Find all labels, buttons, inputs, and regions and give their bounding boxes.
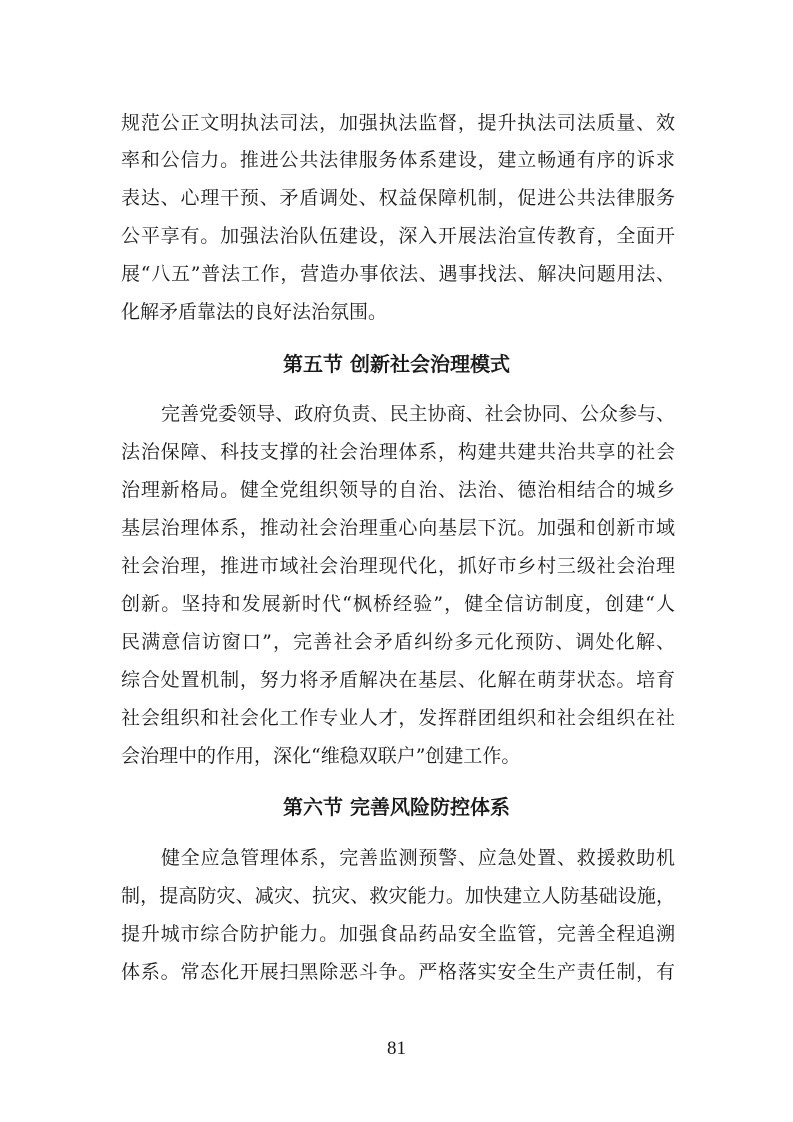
paragraph-2-line-2: 法治保障、科技支撑的社会治理体系，构建共建共治共享的社会 [121, 441, 675, 463]
paragraph-2-line-8: 综合处置机制，努力将矛盾解决在基层、化解在萌芽状态。培育 [121, 669, 675, 691]
paragraph-2-line-7: 民满意信访窗口”，完善社会矛盾纠纷多元化预防、调处化解、 [121, 631, 675, 653]
paragraph-3-line-4: 体系。常态化开展扫黑除恶斗争。严格落实安全生产责任制，有 [121, 961, 675, 983]
section-heading-5: 第五节 创新社会治理模式 [283, 352, 510, 376]
section-heading-6: 第六节 完善风险防控体系 [283, 795, 510, 819]
paragraph-2-line-10: 会治理中的作用，深化“维稳双联户”创建工作。 [121, 745, 521, 767]
paragraph-2-line-5: 社会治理，推进市域社会治理现代化，抓好市乡村三级社会治理 [121, 555, 675, 577]
paragraph-2-line-6: 创新。坚持和发展新时代“枫桥经验”，健全信访制度，创建“人 [121, 593, 675, 615]
paragraph-3-line-3: 提升城市综合防护能力。加强食品药品安全监管，完善全程追溯 [121, 923, 675, 945]
paragraph-1-line-6: 化解矛盾靠法的良好法治氛围。 [121, 301, 388, 323]
paragraph-1-line-5: 展“八五”普法工作，营造办事依法、遇事找法、解决问题用法、 [121, 263, 675, 285]
paragraph-1-line-1: 规范公正文明执法司法，加强执法监督，提升执法司法质量、效 [121, 112, 675, 134]
paragraph-3-line-1: 健全应急管理体系，完善监测预警、应急处置、救援救助机 [161, 847, 675, 869]
paragraph-1-line-3: 表达、心理干预、矛盾调处、权益保障机制，促进公共法律服务 [121, 187, 675, 209]
page-number: 81 [387, 1038, 406, 1059]
paragraph-1-line-4: 公平享有。加强法治队伍建设，深入开展法治宣传教育，全面开 [121, 225, 675, 247]
paragraph-2-line-9: 社会组织和社会化工作专业人才，发挥群团组织和社会组织在社 [121, 707, 675, 729]
paragraph-1-line-2: 率和公信力。推进公共法律服务体系建设，建立畅通有序的诉求 [121, 149, 675, 171]
paragraph-2-line-1: 完善党委领导、政府负责、民主协商、社会协同、公众参与、 [161, 403, 675, 425]
paragraph-2-line-3: 治理新格局。健全党组织领导的自治、法治、德治相结合的城乡 [121, 479, 675, 501]
paragraph-3-line-2: 制，提高防灾、减灾、抗灾、救灾能力。加快建立人防基础设施， [121, 885, 675, 907]
paragraph-2-line-4: 基层治理体系，推动社会治理重心向基层下沉。加强和创新市域 [121, 517, 675, 539]
